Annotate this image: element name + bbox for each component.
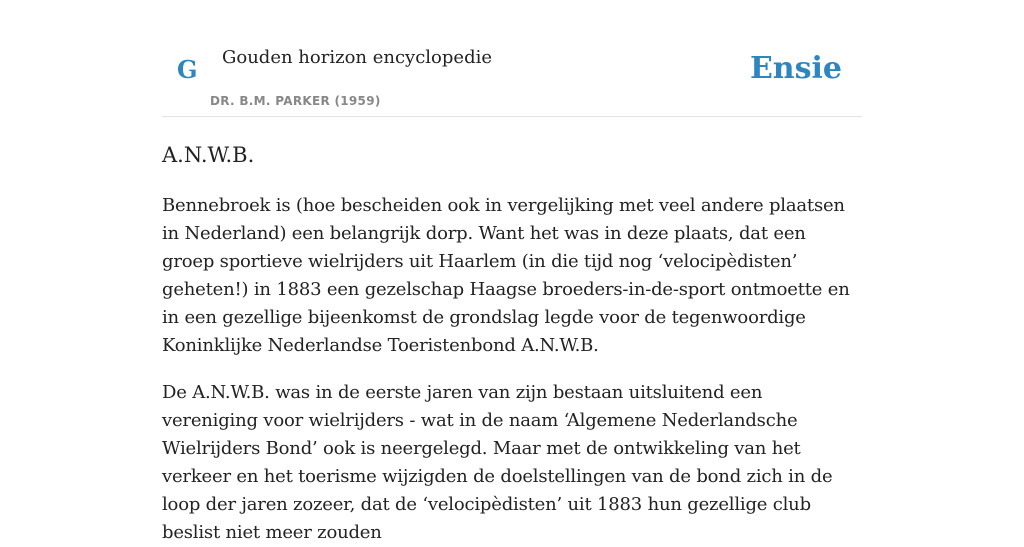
entry-paragraph: De A.N.W.B. was in de eerste jaren van zijn bestaan uitsluitend een vereniging voor wielrijders - wat in de naam ‘Algemene Nederlandsche Wielrijders Bond’ ook is neergelegd. Maar met de ontwikkeling van het verkeer en het toerisme wijzigden de doelstellingen van de bond zich in de loop der jaren zozeer, dat de ‘velocipèdisten’ uit 1883 hun gezellige club beslist niet meer zouden	[162, 382, 833, 543]
entry-paragraph: Bennebroek is (hoe bescheiden ook in vergelijking met veel andere plaatsen in Nederland) een belangrijk dorp. Want het was in deze plaats, dat een groep sportieve wielrijders uit Haarlem (in die tijd nog ‘velocipèdisten’ geheten!) in 1883 een gezelschap Haagse broeders-in-de-sport ontmoette en in een gezellige bijeenkomst de grondslag legde voor de tegenwoordige Koninklijke Nederlandse Toeristenbond A.N.W.B.	[162, 195, 850, 356]
entry-content	[162, 140, 862, 547]
brand-logo[interactable]: Ensie	[749, 51, 842, 86]
page-header	[162, 0, 862, 117]
book-title-link[interactable]: Gouden horizon encyclopedie	[222, 47, 492, 68]
book-author: DR. B.M. PARKER (1959)	[210, 94, 381, 108]
book-logo[interactable]: G	[177, 55, 198, 84]
entry-title: A.N.W.B.	[162, 143, 255, 167]
